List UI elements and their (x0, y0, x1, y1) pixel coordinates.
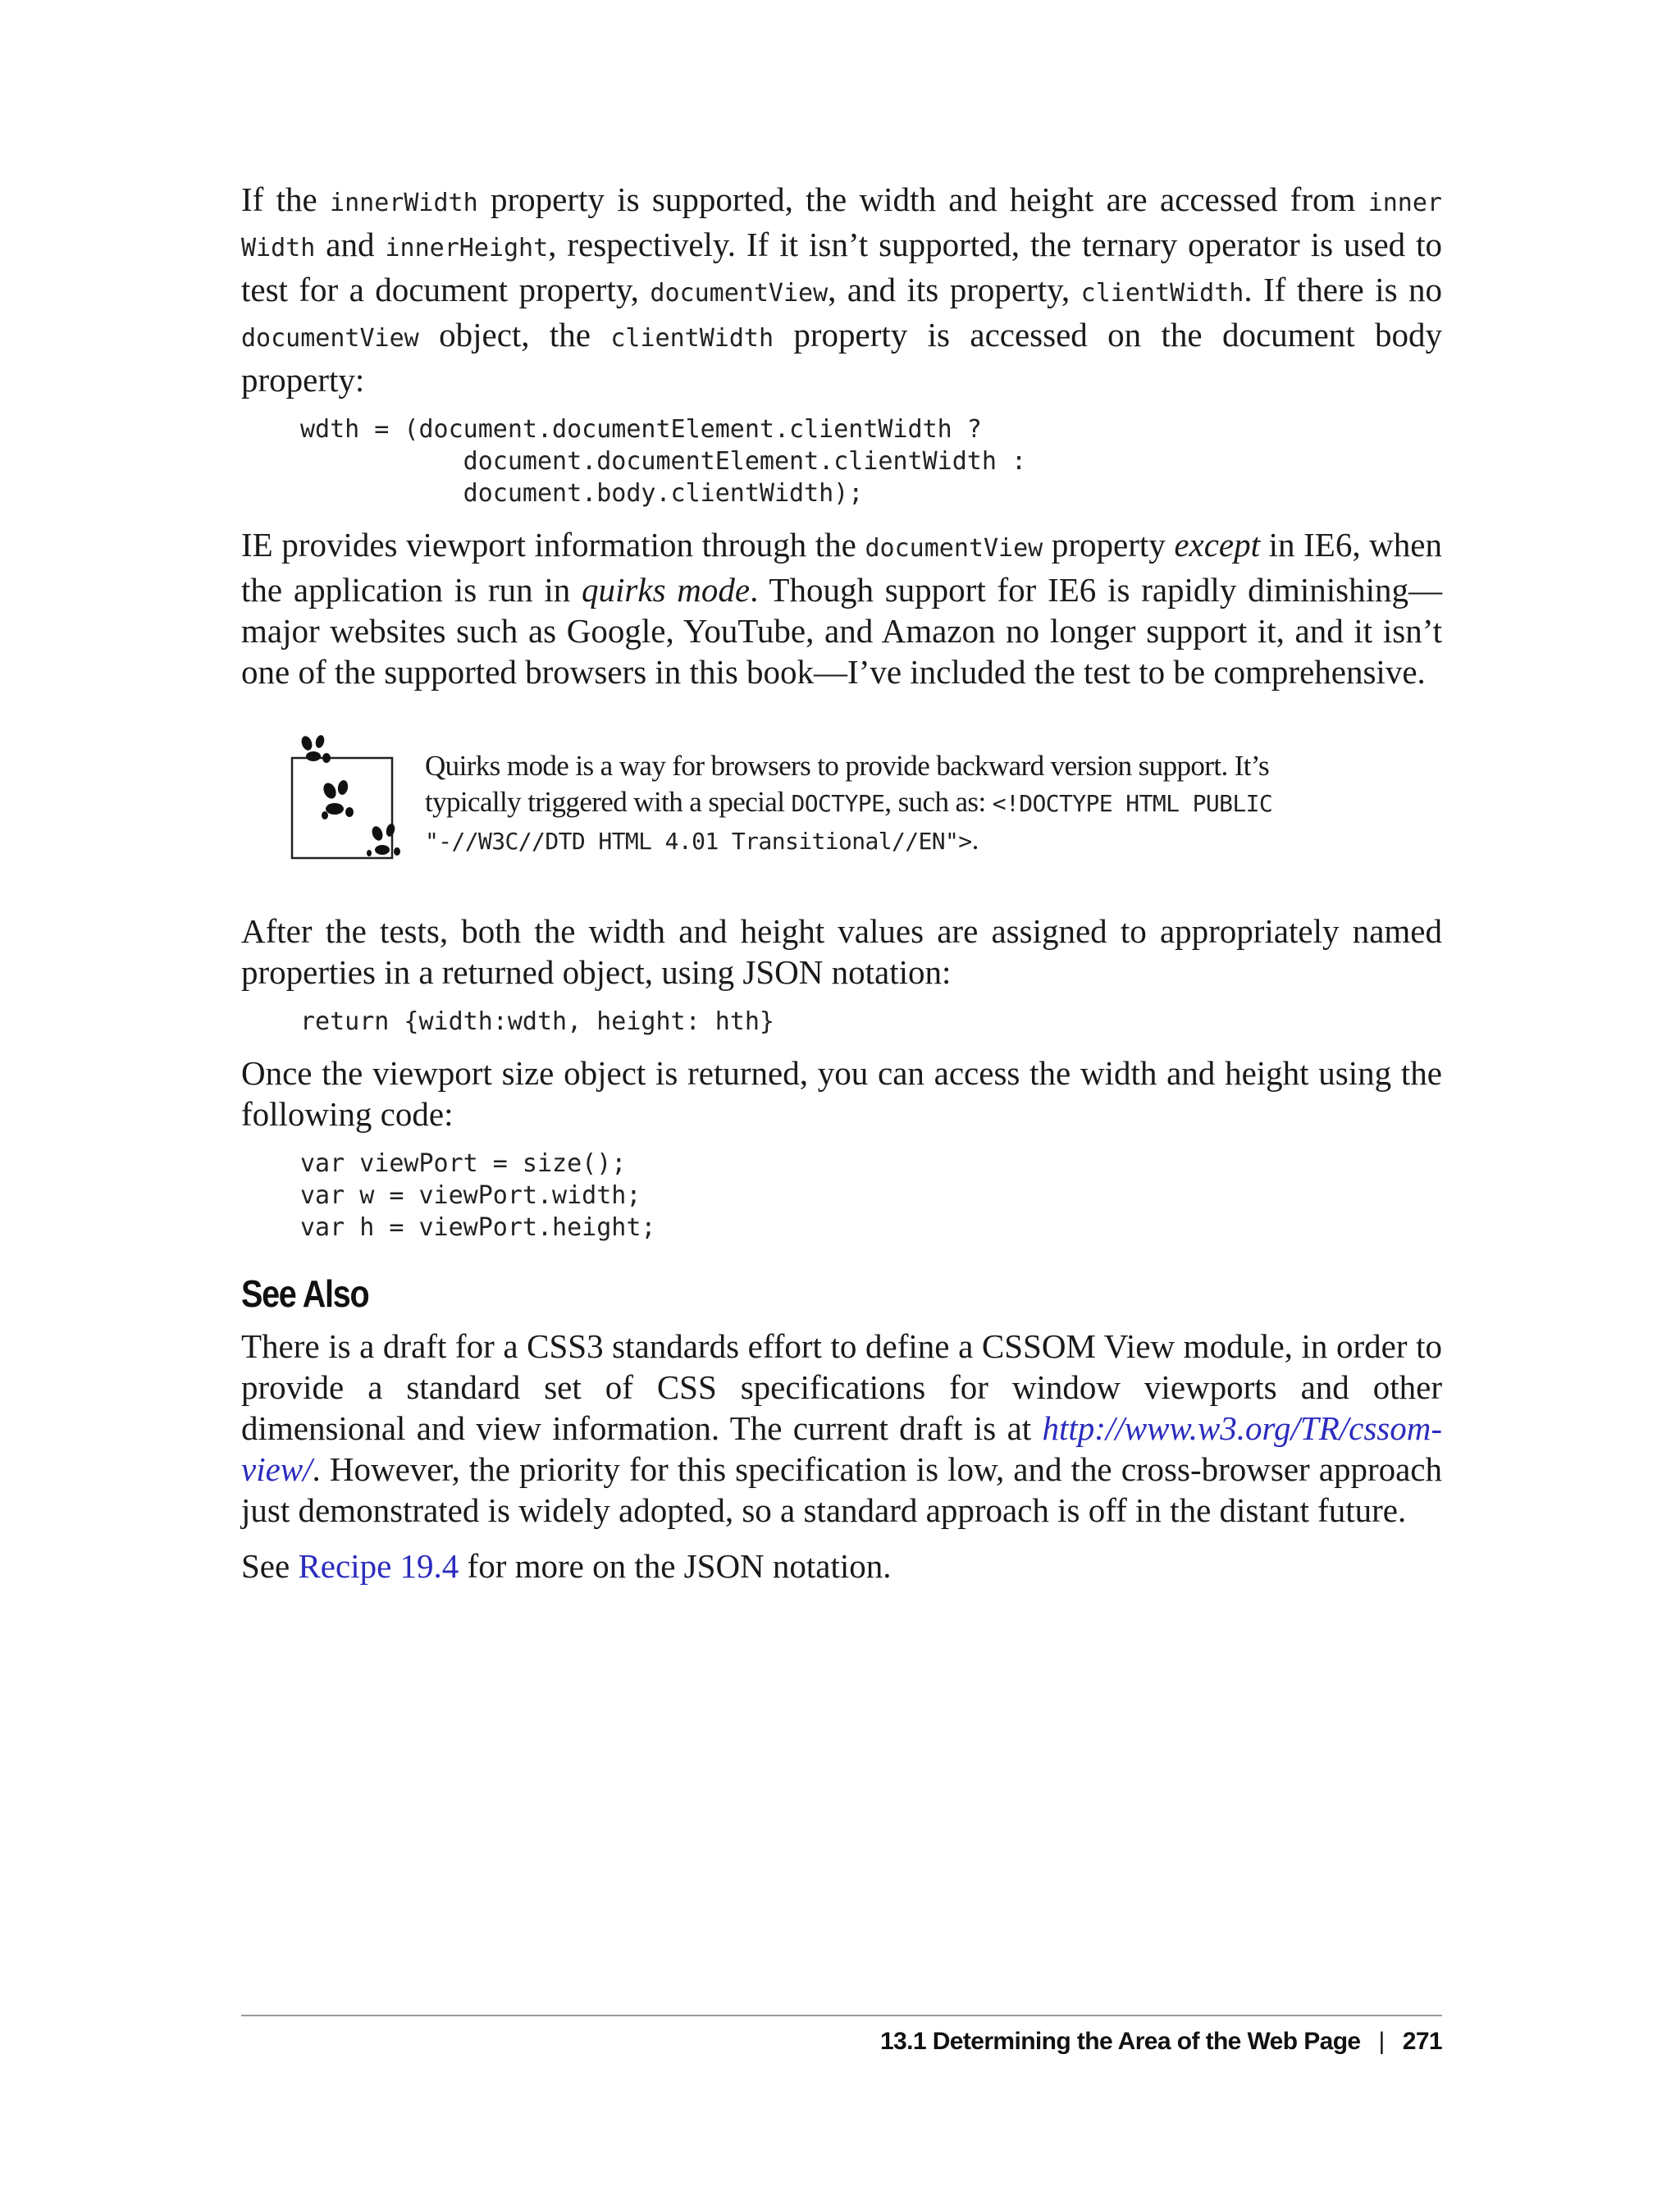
paragraph-after-tests: After the tests, both the width and height values are assigned to appropriately named properties in a returned object, using JSON notation: (241, 912, 1442, 991)
code-inline: <!DOCTYPE HTML PUBLIC "-//W3C//DTD HTML 4.01 Transitional//EN"> (425, 790, 1273, 855)
footer-section-title: 13.1 Determining the Area of the Web Page (879, 2028, 1361, 2055)
code-inline: innerWidth (330, 189, 478, 217)
code-inline: documentView (241, 324, 419, 353)
paragraph-ie-viewport: IE provides viewport information through the documentView property except in IE6, when the application is run in quirks mode. Though support for IE6 is rapidly diminishing—major websites such as Google, YouTube, and Amazon no longer support it, and it isn’t one of the supported browsers in this book—I’ve included the test to be comprehensive. (241, 526, 1443, 691)
recipe-19-4-link[interactable]: Recipe 19.4 (298, 1547, 459, 1585)
section-heading-see-also: See Also (241, 1272, 369, 1315)
note-box (241, 733, 1442, 873)
paragraph-see-recipe: See Recipe 19.4 for more on the JSON notation. (241, 1547, 892, 1585)
code-block-wdth: wdth = (document.documentElement.clientWidth ? document.documentElement.clientWidth : document.body.clientWidth); (300, 415, 1027, 508)
paragraph-once-returned: Once the viewport size object is returned, you can access the width and height using the following code: (241, 1054, 1442, 1133)
page-footer (241, 2028, 1442, 2056)
code-inline: clientWidth (1080, 279, 1244, 308)
page-number: 271 (1402, 2028, 1442, 2055)
code-inline: documentView (865, 534, 1043, 563)
cssom-view-link[interactable]: http://www.w3.org/TR/cssom-view/ (241, 1409, 1442, 1488)
code-inline: innerHeight (385, 234, 549, 262)
code-inline: clientWidth (610, 324, 774, 353)
code-block-return: return {width:wdth, height: hth} (300, 1007, 774, 1036)
paragraph-inner-width: If the innerWidth property is supported, the width and height are accessed from inner Width and innerHeight, respectively. If it isn’t supported, the ternary operator is used to test for a document property, documentView, and its property, clientWidth. If there is no documentView object, the clientWidth property is accessed on the document body property: (241, 180, 1443, 399)
code-inline: DOCTYPE (791, 790, 885, 817)
paragraph-cssom-draft: There is a draft for a CSS3 standards effort to define a CSSOM View module, in order to provide a standard set of CSS specifications for window viewports and other dimensional and view information. The current draft is at http://www.w3.org/TR/cssom-view/. However, the priority for this specification is low, and the cross-browser approach just demonstrated is widely adopted, so a standard approach is off in the distant future. (241, 1327, 1442, 1529)
page-body (241, 179, 1442, 1586)
code-block-viewport: var viewPort = size(); var w = viewPort.width; var h = viewPort.height; (300, 1149, 656, 1242)
code-inline: documentView (650, 279, 829, 308)
footer-separator: | (1378, 2028, 1385, 2055)
code-inline: inner Width (241, 189, 1442, 262)
turkey-tracks-note-icon (284, 733, 423, 873)
footer-rule (241, 2015, 1442, 2016)
note-text: Quirks mode is a way for browsers to provide backward version support. It’s typically triggered with a special DOCTYPE, such as: <!DOCTYPE HTML PUBLIC "-//W3C//DTD HTML 4.01 Transitional//EN">. (425, 750, 1273, 856)
